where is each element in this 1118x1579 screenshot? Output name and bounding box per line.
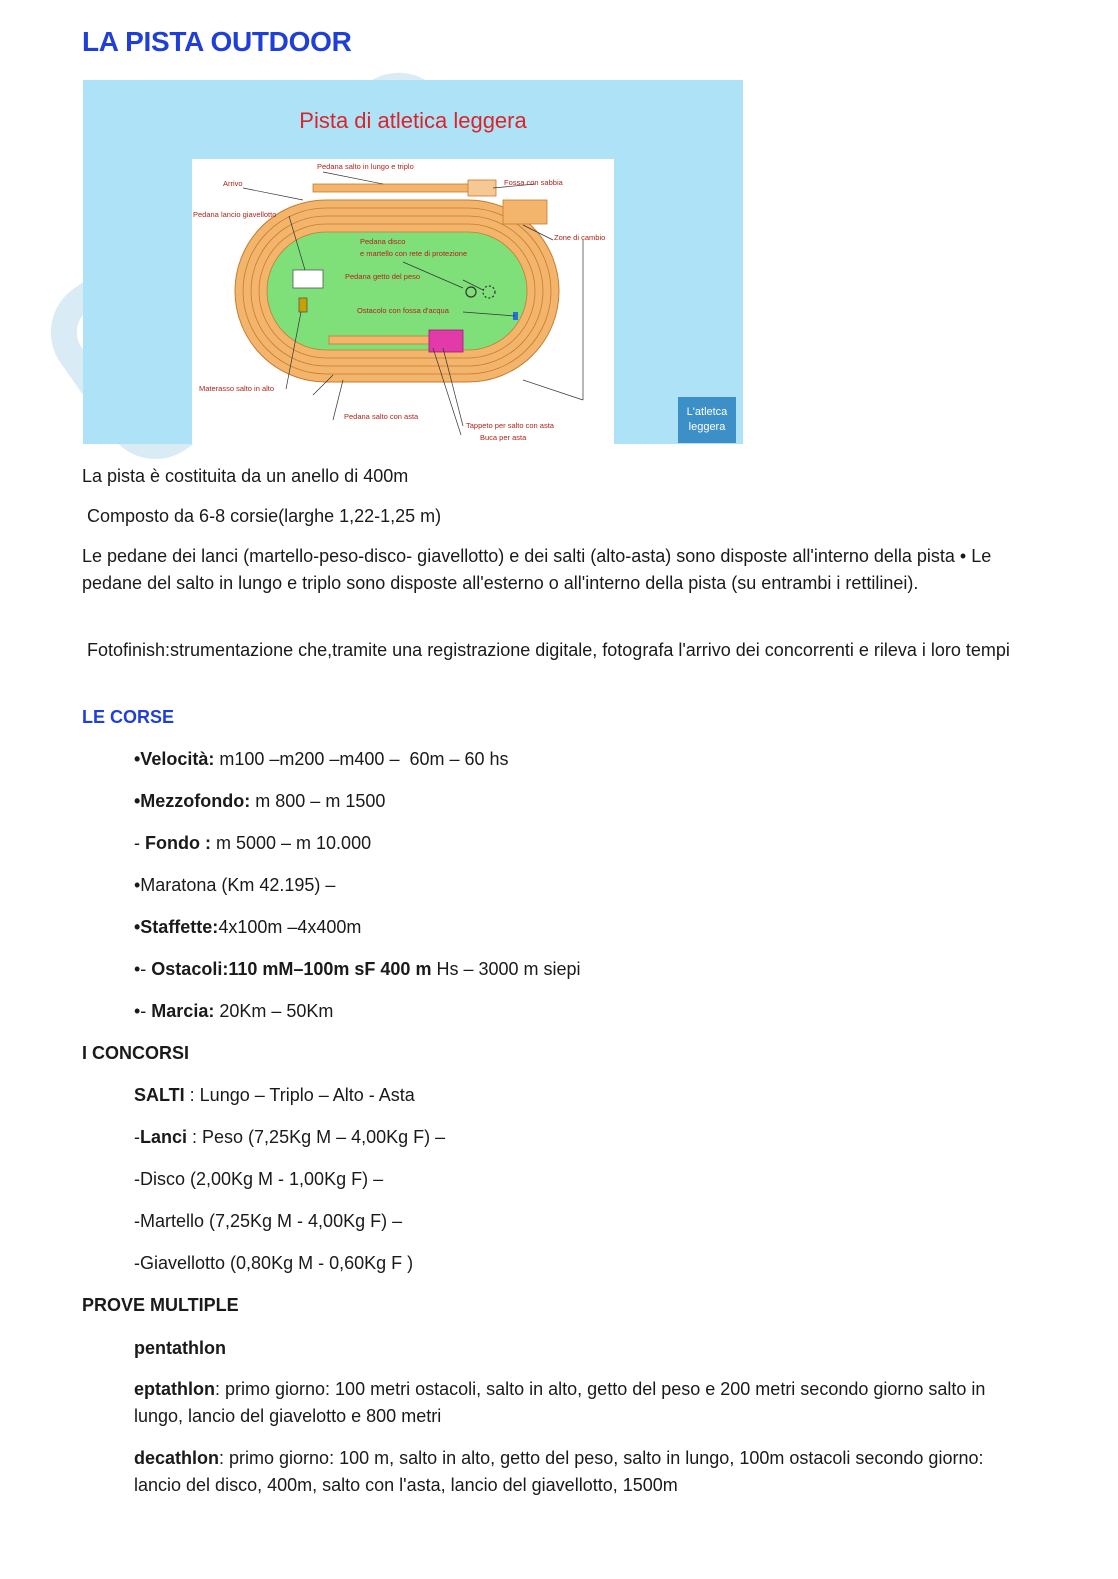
heading-corse: LE CORSE [82,707,175,727]
item-ostacoli [134,956,581,983]
item-salti [134,1082,415,1109]
heading-concorsi: I CONCORSI [82,1043,190,1063]
fondo-text: m 5000 – m 10.000 [210,833,372,853]
staffette-text: 4x100m –4x400m [218,917,362,937]
label-fossa: Fossa con sabbia [504,178,563,187]
paragraph-fotofinish: Fotofinish:strumentazione che,tramite una registrazione digitale, fotografa l'arrivo dei concorrenti e rileva i loro tempi [82,640,1010,660]
label-materasso: Materasso salto in alto [199,384,275,393]
decathlon-text: : primo giorno: 100 m, salto in alto, getto del peso, salto in lungo, 100m ostacoli secondo giorno: lancio del disco, 400m, salto con l'asta, lancio del giavellotto, 1500m [134,1448,984,1495]
fondo-prefix: - [134,833,145,853]
label-asta: Pedana salto con asta [344,412,419,421]
label-tappeto: Tappeto per salto con asta [466,421,554,430]
lanci-prefix: - [134,1127,140,1147]
marcia-label: Marcia: [151,1001,215,1021]
badge-line-1: L'atletca [686,406,728,418]
mezzofondo-label: •Mezzofondo: [134,791,251,811]
item-pentathlon: pentathlon [134,1338,226,1358]
ostacoli-text: Hs – 3000 m siepi [431,959,581,979]
figure-title: Pista di atletica leggera [299,108,527,133]
salti-label: SALTI [134,1085,185,1105]
item-martello: -Martello (7,25Kg M - 4,00Kg F) – [134,1211,403,1231]
decathlon-label: decathlon [134,1448,220,1468]
diagram-labels [83,80,743,444]
item-eptathlon [134,1376,994,1430]
item-maratona: •Maratona (Km 42.195) – [134,875,336,895]
label-disco-1: Pedana disco [360,237,406,246]
item-fondo [134,830,371,857]
item-giavellotto: -Giavellotto (0,80Kg M - 0,60Kg F ) [134,1253,414,1273]
paragraph-pedane: Le pedane dei lanci (martello-peso-disco- giavellotto) e dei salti (alto-asta) sono disposte all'interno della pista • Le pedane del salto in lungo e triplo sono disposte all'esterno o all'interno della pista (su entrambi i rettilinei). [82,546,992,593]
marcia-text: 20Km – 50Km [214,1001,334,1021]
track-figure [83,80,743,444]
salti-text: : Lungo – Triplo – Alto - Asta [184,1085,415,1105]
lanci-label: Lanci [140,1127,188,1147]
item-staffette [134,914,361,941]
item-mezzofondo [134,788,385,815]
ostacoli-prefix: •- [134,959,152,979]
item-decathlon [134,1445,994,1499]
eptathlon-text: : primo giorno: 100 metri ostacoli, salto in alto, getto del peso e 200 metri secondo giorno salto in lungo, lancio del giavelotto e 800 metri [134,1379,986,1426]
label-giavellotto: Pedana lancio giavellotto [193,210,277,219]
figure-badge [678,397,736,443]
item-lanci [134,1124,445,1151]
item-velocita [134,746,509,773]
item-disco: -Disco (2,00Kg M - 1,00Kg F) – [134,1169,384,1189]
label-pedana-lungo: Pedana salto in lungo e triplo [317,162,414,171]
badge-line-2: leggera [688,421,726,433]
ostacoli-label: Ostacoli:110 mM–100m sF 400 m [151,959,432,979]
label-ostacolo: Ostacolo con fossa d'acqua [357,306,449,315]
paragraph-corsie: Composto da 6-8 corsie(larghe 1,22-1,25 m) [82,506,442,526]
label-disco-2: e martello con rete di protezione [360,249,468,258]
staffette-label: •Staffette: [134,917,219,937]
label-zone: Zone di cambio [554,233,606,242]
label-peso: Pedana getto del peso [345,272,421,281]
label-buca: Buca per asta [480,433,527,442]
marcia-prefix: •- [134,1001,152,1021]
mezzofondo-text: m 800 – m 1500 [250,791,386,811]
velocita-text: m100 –m200 –m400 – 60m – 60 hs [214,749,509,769]
paragraph-anello: La pista è costituita da un anello di 400m [82,466,409,486]
page-title: LA PISTA OUTDOOR [82,26,352,57]
label-arrivo: Arrivo [223,179,243,188]
item-marcia [134,998,333,1025]
fondo-label: Fondo : [145,833,211,853]
eptathlon-label: eptathlon [134,1379,215,1399]
velocita-label: •Velocità: [134,749,215,769]
heading-prove-multiple: PROVE MULTIPLE [82,1295,239,1315]
lanci-text: : Peso (7,25Kg M – 4,00Kg F) – [187,1127,446,1147]
